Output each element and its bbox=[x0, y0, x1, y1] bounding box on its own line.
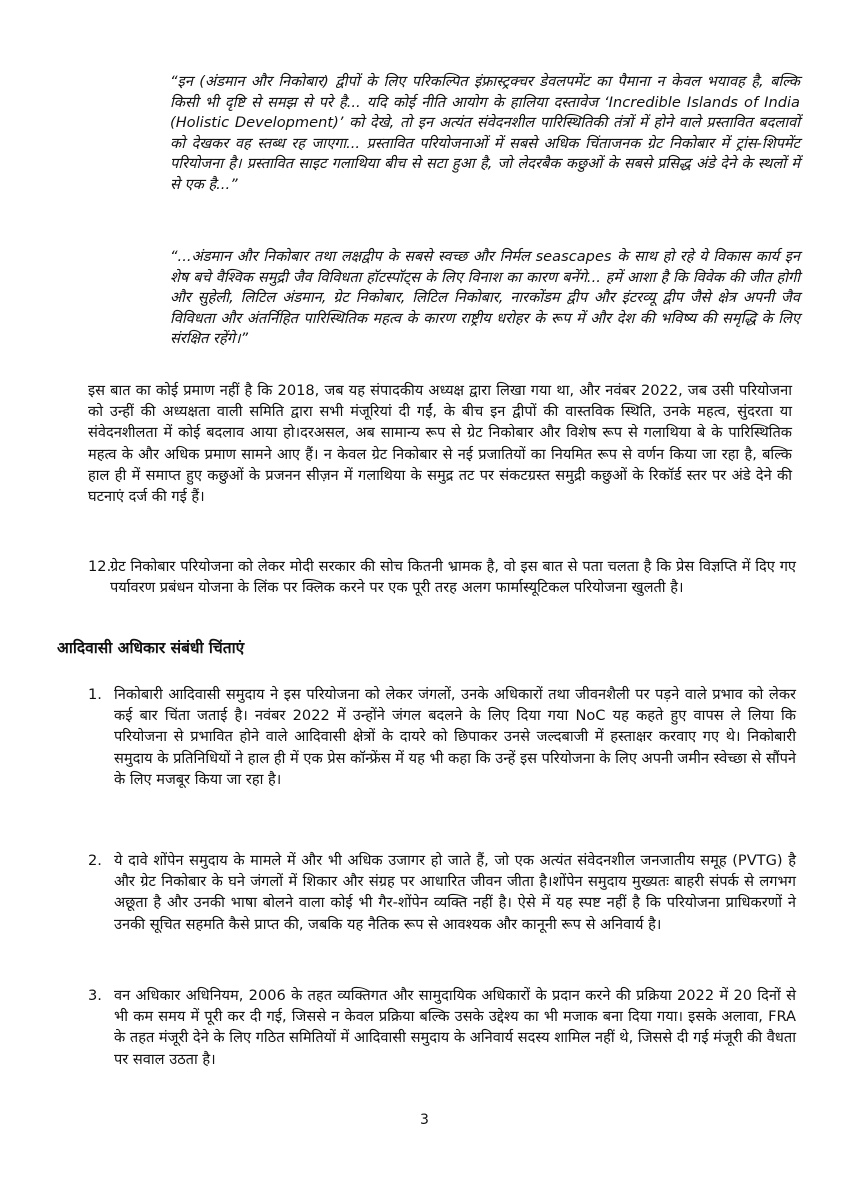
item-number: 12. bbox=[88, 558, 112, 575]
quote-block-2: “...अंडमान और निकोबार तथा लक्षद्वीप के सबसे स्वच्छ और निर्मल seascapes के साथ हो रहे ये विकास कार्य इन शेष बचे वैश्विक समुद्री जैव विविधता हॉटस्पॉट्स के लिए विनाश का कारण बनेंगे... हमें आशा है कि विवेक की जीत होगी और सुहेली, लिटिल अंडमान, ग्रेट निकोबार, लिटिल निकोबार, नारकोंडम द्वीप और इंटरव्यू द्वीप जैसे क्षेत्र अपनी जैव विविधता और अंतर्निहित पारिस्थितिक महत्व के कारण राष्ट्रीय धरोहर के रूप में और देश की भविष्य की समृद्धि के लिए संरक्षित रहेंगे।” bbox=[170, 248, 800, 348]
section-heading: आदिवासी अधिकार संबंधी चिंताएं bbox=[57, 639, 245, 657]
item-text: ग्रेट निकोबार परियोजना को लेकर मोदी सरकार की सोच कितनी भ्रामक है, वो इस बात से पता चलता है कि प्रेस विज्ञप्ति में दिए गए पर्यावरण प्रबंधन योजना के लिंक पर क्लिक करने पर एक पूरी तरह अलग फार्मास्यूटिकल परियोजना खुलती है। bbox=[110, 558, 796, 597]
item-text: निकोबारी आदिवासी समुदाय ने इस परियोजना को लेकर जंगलों, उनके अधिकारों तथा जीवनशैली पर पड़ने वाले प्रभाव को लेकर कई बार चिंता जताई है। नवंबर 2022 में उन्होंने जंगल बदलने के लिए दिया गया NoC यह कहते हुए वापस ले लिया कि परियोजना से प्रभावित होने वाले आदिवासी क्षेत्रों के दायरे को छिपाकर उनसे जल्दबाजी में हस्ताक्षर करवाए गए थे। निकोबारी समुदाय के प्रतिनिधियों ने हाल ही में एक प्रेस कॉन्फ्रेंस में यह भी कहा कि उन्हें इस परियोजना के लिए अपनी जमीन स्वेच्छा से सौंपने के लिए मजबूर किया जा रहा है। bbox=[114, 686, 796, 788]
item-number: 1. bbox=[88, 686, 102, 703]
item-number: 3. bbox=[88, 987, 102, 1004]
body-paragraph: इस बात का कोई प्रमाण नहीं है कि 2018, जब यह संपादकीय अध्यक्ष द्वारा लिखा गया था, और नवंबर 2022, जब उसी परियोजना को उन्हीं की अध्यक्षता वाली समिति द्वारा सभी मंजूरियां दी गईं, के बीच इन द्वीपों की वास्तविक स्थिति, उनके महत्व, सुंदरता या संवेदनशीलता में कोई बदलाव आया हो।दरअसल, अब सामान्य रूप से ग्रेट निकोबार और विशेष रूप से गलाथिया बे के पारिस्थितिक महत्व के और अधिक प्रमाण सामने आए हैं। न केवल ग्रेट निकोबार से नई प्रजातियों का नियमित रूप से वर्णन किया जा रहा है, बल्कि हाल ही में समाप्त हुए कछुओं के प्रजनन सीज़न में गलाथिया के समुद्र तट पर संकटग्रस्त समुद्री कछुओं के रिकॉर्ड स्तर पर अंडे देने की घटनाएं दर्ज की गई हैं। bbox=[88, 382, 792, 506]
item-number: 2. bbox=[88, 852, 102, 869]
item-text: ये दावे शोंपेन समुदाय के मामले में और भी अधिक उजागर हो जाते हैं, जो एक अत्यंत संवेदनशील जनजातीय समूह (PVTG) है और ग्रेट निकोबार के घने जंगलों में शिकार और संग्रह पर आधारित जीवन जीता है।शोंपेन समुदाय मुख्यतः बाहरी संपर्क से लगभग अछूता है और उनकी भाषा बोलने वाला कोई भी गैर-शोंपेन व्यक्ति नहीं है। ऐसे में यह स्पष्ट नहीं है कि परियोजना प्राधिकरणों ने उनकी सूचित सहमति कैसे प्राप्त की, जबकि यह नैतिक रूप से आवश्यक और कानूनी रूप से अनिवार्य है। bbox=[114, 852, 796, 933]
quote-block-1: “इन (अंडमान और निकोबार) द्वीपों के लिए परिकल्पित इंफ्रास्ट्रक्चर डेवलपमेंट का पैमाना न केवल भयावह है, बल्कि किसी भी दृष्टि से समझ से परे है... यदि कोई नीति आयोग के हालिया दस्तावेज ‘Incredible Islands of India (Holistic Development)’ को देखे, तो इन अत्यंत संवेदनशील पारिस्थितिकी तंत्रों में होने वाले प्रस्तावित बदलावों को देखकर वह स्तब्ध रह जाएगा... प्रस्तावित परियोजनाओं में सबसे अधिक चिंताजनक ग्रेट निकोबार में ट्रांस-शिपमेंट परियोजना है। प्रस्तावित साइट गलाथिया बीच से सटा हुआ है, जो लेदरबैक कछुओं के सबसे प्रसिद्ध अंडे देने के स्थलों में से एक है...” bbox=[170, 73, 800, 193]
numbered-item-12 bbox=[88, 556, 796, 598]
list-item bbox=[88, 985, 796, 1070]
page-number: 3 bbox=[420, 1112, 429, 1128]
list-item bbox=[88, 850, 796, 935]
item-text: वन अधिकार अधिनियम, 2006 के तहत व्यक्तिगत और सामुदायिक अधिकारों के प्रदान करने की प्रक्रिया 2022 में 20 दिनों से भी कम समय में पूरी कर दी गई, जिससे न केवल प्रक्रिया बल्कि उसके उद्देश्य का भी मजाक बना दिया गया। इसके अलावा, FRA के तहत मंजूरी देने के लिए गठित समितियों में आदिवासी समुदाय के अनिवार्य सदस्य शामिल नहीं थे, जिससे दी गई मंजूरी की वैधता पर सवाल उठता है। bbox=[114, 987, 796, 1068]
list-item bbox=[88, 684, 796, 790]
